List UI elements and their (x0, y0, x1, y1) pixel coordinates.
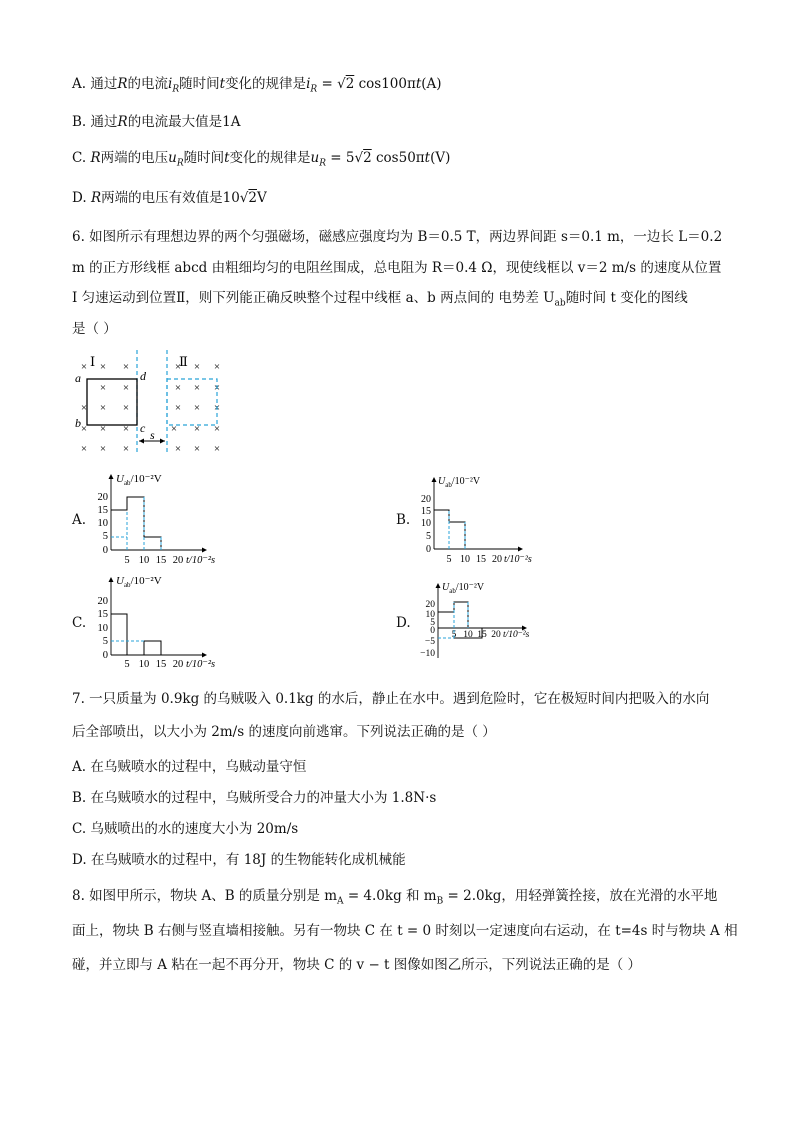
y-axis-arrow (432, 477, 437, 482)
field-cross: × (99, 423, 107, 435)
x-tick-labels (124, 659, 183, 668)
field-cross: × (80, 402, 88, 414)
field-cross: × (122, 402, 130, 414)
field-cross: × (99, 382, 107, 394)
sqrt-symbol: √ (337, 76, 346, 92)
voltage-step-line (111, 614, 161, 655)
q6-stem-line3 (72, 286, 688, 309)
q6-stem-line1: 6. 如图所示有理想边界的两个匀强磁场，磁感应强度均为 B＝0.5 T，两边界间距 s＝0.1 m，一边长 L＝0.2 (72, 229, 723, 245)
math-var: t (415, 76, 422, 92)
q6-graph-c (88, 572, 238, 668)
field-cross: × (99, 402, 107, 414)
stem-text: Ⅰ 匀速运动到位置Ⅱ，则下列能正确反映整个过程中线框 a、b 两点间的 电势差 U (72, 290, 555, 306)
x-tick-label: 20 (172, 659, 184, 668)
y-tick-label: 10 (425, 610, 435, 620)
y-axis-arrow (436, 583, 441, 588)
coil-position-1 (87, 379, 137, 425)
x-tick-labels (447, 554, 503, 565)
q5-option-a (72, 72, 442, 95)
stem-text: 随时间 t 变化的图线 (565, 290, 688, 306)
option-text: cos100π (354, 76, 416, 92)
guide-dashes (111, 497, 161, 550)
y-tick-label: 15 (421, 506, 431, 517)
math-var: t (224, 150, 230, 166)
x-tick-label: 15 (476, 554, 486, 565)
field-cross: × (170, 423, 178, 435)
x-tick-label: 10 (138, 555, 150, 566)
field-cross: × (174, 361, 182, 373)
y-axis-label: $U_{ab}/10^{-2}V$ (442, 582, 485, 595)
field-cross: × (80, 361, 88, 373)
x-tick-label: 5 (446, 554, 452, 565)
y-tick-label: 20 (425, 600, 435, 610)
x-axis-arrow (202, 653, 207, 658)
x-tick-label: 20 (491, 630, 501, 640)
y-tick-label: 10 (97, 518, 108, 529)
y-tick-labels (421, 494, 431, 555)
field-cross: × (213, 382, 221, 394)
q7-stem-line2: 后全部喷出，以大小为 2m/s 的速度向前逃窜。下列说法正确的是（ ） (72, 724, 496, 740)
sqrt-symbol: √ (239, 190, 249, 206)
field-cross: × (213, 423, 221, 435)
corner-b-label: b (75, 416, 81, 430)
q6-graph-b (408, 472, 558, 566)
y-tick-labels (420, 600, 435, 659)
field-cross: × (193, 361, 201, 373)
option-text: = 5 (326, 150, 355, 166)
field-cross: × (213, 361, 221, 373)
x-axis-arrow (202, 548, 207, 553)
field-cross: × (193, 423, 201, 435)
y-tick-label: 5 (102, 636, 108, 647)
q8-stem-line3: 碰，并立即与 A 粘在一起不再分开，物块 C 的 v − t 图像如图乙所示，下列说法正确的是（ ） (72, 957, 642, 973)
y-tick-label: −5 (424, 637, 435, 647)
y-tick-label: 5 (102, 531, 108, 542)
corner-a-label: a (75, 371, 81, 385)
math-var: i (306, 76, 311, 92)
y-tick-label: 0 (102, 545, 108, 556)
math-var: R (117, 76, 128, 92)
y-tick-labels (98, 596, 109, 661)
x-tick-label: 10 (463, 630, 473, 640)
option-prefix: A. 通过 (72, 76, 118, 92)
math-var: u (168, 150, 177, 166)
option-text: 变化的规律是 (229, 150, 311, 166)
y-tick-label: 20 (421, 494, 431, 505)
q6-option-d-label: D. (396, 615, 411, 631)
corner-d-label: d (140, 369, 146, 383)
stem-sub: B (436, 896, 444, 907)
y-axis-label: $U_{ab}/10^{-2}V$ (116, 473, 162, 487)
q6-option-a-label: A. (72, 512, 87, 528)
guide-dashes (449, 510, 465, 549)
sqrt-radicand: 2 (345, 76, 355, 92)
math-var: R (90, 190, 102, 206)
math-var: t (424, 150, 431, 166)
option-text: 10 (222, 190, 240, 206)
y-tick-label: −10 (420, 649, 435, 659)
y-tick-label: 10 (97, 623, 108, 634)
math-sub: R (319, 158, 327, 169)
field-cross: × (122, 443, 130, 455)
y-tick-label: 0 (102, 650, 108, 661)
field-cross: × (122, 361, 130, 373)
x-tick-label: 20 (492, 554, 502, 565)
field-cross: × (213, 402, 221, 414)
stem-text: = 2.0kg，用轻弹簧拴接，放在光滑的水平地 (443, 888, 718, 904)
q5-option-c (72, 146, 450, 169)
q7-stem-line1: 7. 一只质量为 0.9kg 的乌贼吸入 0.1kg 的水后，静止在水中。遇到危险时，它在极短时间内把吸入的水向 (72, 691, 710, 707)
sqrt-radicand: 2 (248, 190, 257, 206)
option-prefix: D. (72, 190, 91, 206)
q6-option-b-label: B. (396, 512, 411, 528)
q7-option-b: B. 在乌贼喷水的过程中，乌贼所受合力的冲量大小为 1.8N·s (72, 790, 437, 806)
y-axis-label: $U_{ab}/10^{-2}V$ (438, 476, 481, 489)
stem-text: = 4.0kg 和 m (343, 888, 437, 904)
stem-sub: ab (554, 298, 566, 309)
q8-stem-line2: 面上，物块 B 右侧与竖直墙相接触。另有一物块 C 在 t = 0 时刻以一定速度向右运动，在 t=4s 时与物块 A 相 (72, 923, 738, 939)
y-tick-label: 0 (430, 626, 435, 636)
option-text: 随时间 (183, 150, 225, 166)
option-text: = (317, 76, 338, 92)
stem-sub: A (337, 896, 344, 907)
field-cross: × (174, 443, 182, 455)
q6-option-c-label: C. (72, 615, 87, 631)
math-var: u (310, 150, 320, 166)
option-text: V (257, 190, 267, 206)
region-1-label: Ⅰ (90, 354, 96, 369)
field-cross: × (80, 443, 88, 455)
math-var: R (117, 114, 128, 130)
field-cross: × (193, 443, 201, 455)
x-tick-label: 20 (172, 555, 184, 566)
x-tick-label: 10 (138, 659, 150, 668)
y-axis-arrow (109, 577, 114, 582)
x-axis-label: t/10⁻²s (504, 554, 532, 565)
y-tick-label: 20 (97, 596, 108, 607)
q6-stem-line4: 是（ ） (72, 321, 117, 337)
sqrt-symbol: √ (354, 150, 364, 166)
x-tick-label: 10 (460, 554, 470, 565)
y-tick-label: 5 (426, 531, 431, 542)
q6-graph-d (414, 578, 564, 664)
region-2-label: Ⅱ (179, 354, 188, 369)
x-axis-label: t/10⁻²s (503, 630, 530, 640)
q5-option-b (72, 110, 241, 130)
voltage-step-line (111, 497, 161, 550)
option-text: 两端的电压 (100, 150, 169, 166)
option-text: 的电流最大值是1A (127, 114, 241, 130)
q7-option-d: D. 在乌贼喷水的过程中，有 18J 的生物能转化成机械能 (72, 852, 406, 868)
math-var: R (90, 150, 101, 166)
x-tick-label: 15 (477, 630, 487, 640)
magnetic-field-figure (70, 348, 240, 468)
x-tick-label: 5 (451, 630, 457, 640)
q8-stem-line1 (72, 884, 717, 907)
y-tick-label: 15 (97, 609, 108, 620)
corner-c-label: c (140, 421, 146, 435)
field-cross: × (122, 382, 130, 394)
q6-stem-line2: m 的正方形线框 abcd 由粗细均匀的电阻丝围成，总电阻为 R＝0.4 Ω，现使线框以 v＝2 m/s 的速度从位置 (72, 260, 722, 276)
voltage-step-line (438, 602, 482, 638)
field-cross: × (174, 382, 182, 394)
x-axis-arrow (518, 547, 523, 552)
x-tick-labels (124, 555, 183, 566)
x-axis-label: t/10⁻²s (186, 555, 216, 566)
spacing-s-label: s (150, 428, 155, 442)
option-text: (A) (421, 76, 442, 92)
option-text: 变化的规律是 (225, 76, 307, 92)
math-var: i (168, 76, 173, 92)
math-sub: R (172, 84, 180, 95)
field-cross: × (80, 423, 88, 435)
x-tick-label: 15 (155, 555, 167, 566)
sqrt-radicand: 2 (363, 150, 372, 166)
y-tick-labels (98, 492, 109, 556)
q6-graph-a (88, 470, 238, 566)
math-sub: R (176, 158, 184, 169)
option-text: 随时间 (179, 76, 220, 92)
option-prefix: B. 通过 (72, 114, 118, 130)
y-tick-label: 0 (426, 544, 431, 555)
field-cross: × (213, 443, 221, 455)
option-text: 的电流 (127, 76, 169, 92)
field-cross: × (193, 382, 201, 394)
q7-option-c: C. 乌贼喷出的水的速度大小为 20m/s (72, 821, 299, 837)
option-prefix: C. (72, 150, 91, 166)
math-var: t (219, 76, 226, 92)
q7-option-a: A. 在乌贼喷水的过程中，乌贼动量守恒 (72, 759, 307, 775)
stem-text: 8. 如图甲所示，物块 A、B 的质量分别是 m (72, 888, 338, 904)
option-text: (V) (430, 150, 451, 166)
x-tick-label: 5 (124, 659, 130, 668)
x-axis-label: t/10⁻²s (186, 659, 216, 668)
x-tick-label: 5 (124, 555, 130, 566)
field-cross: × (122, 423, 130, 435)
math-sub: R (310, 84, 318, 95)
y-tick-label: 15 (97, 505, 108, 516)
q5-option-d (72, 186, 267, 206)
y-tick-label: 5 (430, 618, 435, 628)
field-cross: × (99, 361, 107, 373)
field-cross: × (193, 402, 201, 414)
y-tick-label: 20 (97, 492, 108, 503)
option-text: cos50π (371, 150, 425, 166)
x-tick-label: 15 (155, 659, 167, 668)
option-text: 两端的电压有效值是 (101, 190, 223, 206)
y-tick-label: 10 (421, 518, 431, 529)
field-cross: × (99, 443, 107, 455)
y-axis-label: $U_{ab}/10^{-2}V$ (116, 575, 162, 589)
field-cross: × (174, 402, 182, 414)
y-axis-arrow (109, 474, 114, 479)
